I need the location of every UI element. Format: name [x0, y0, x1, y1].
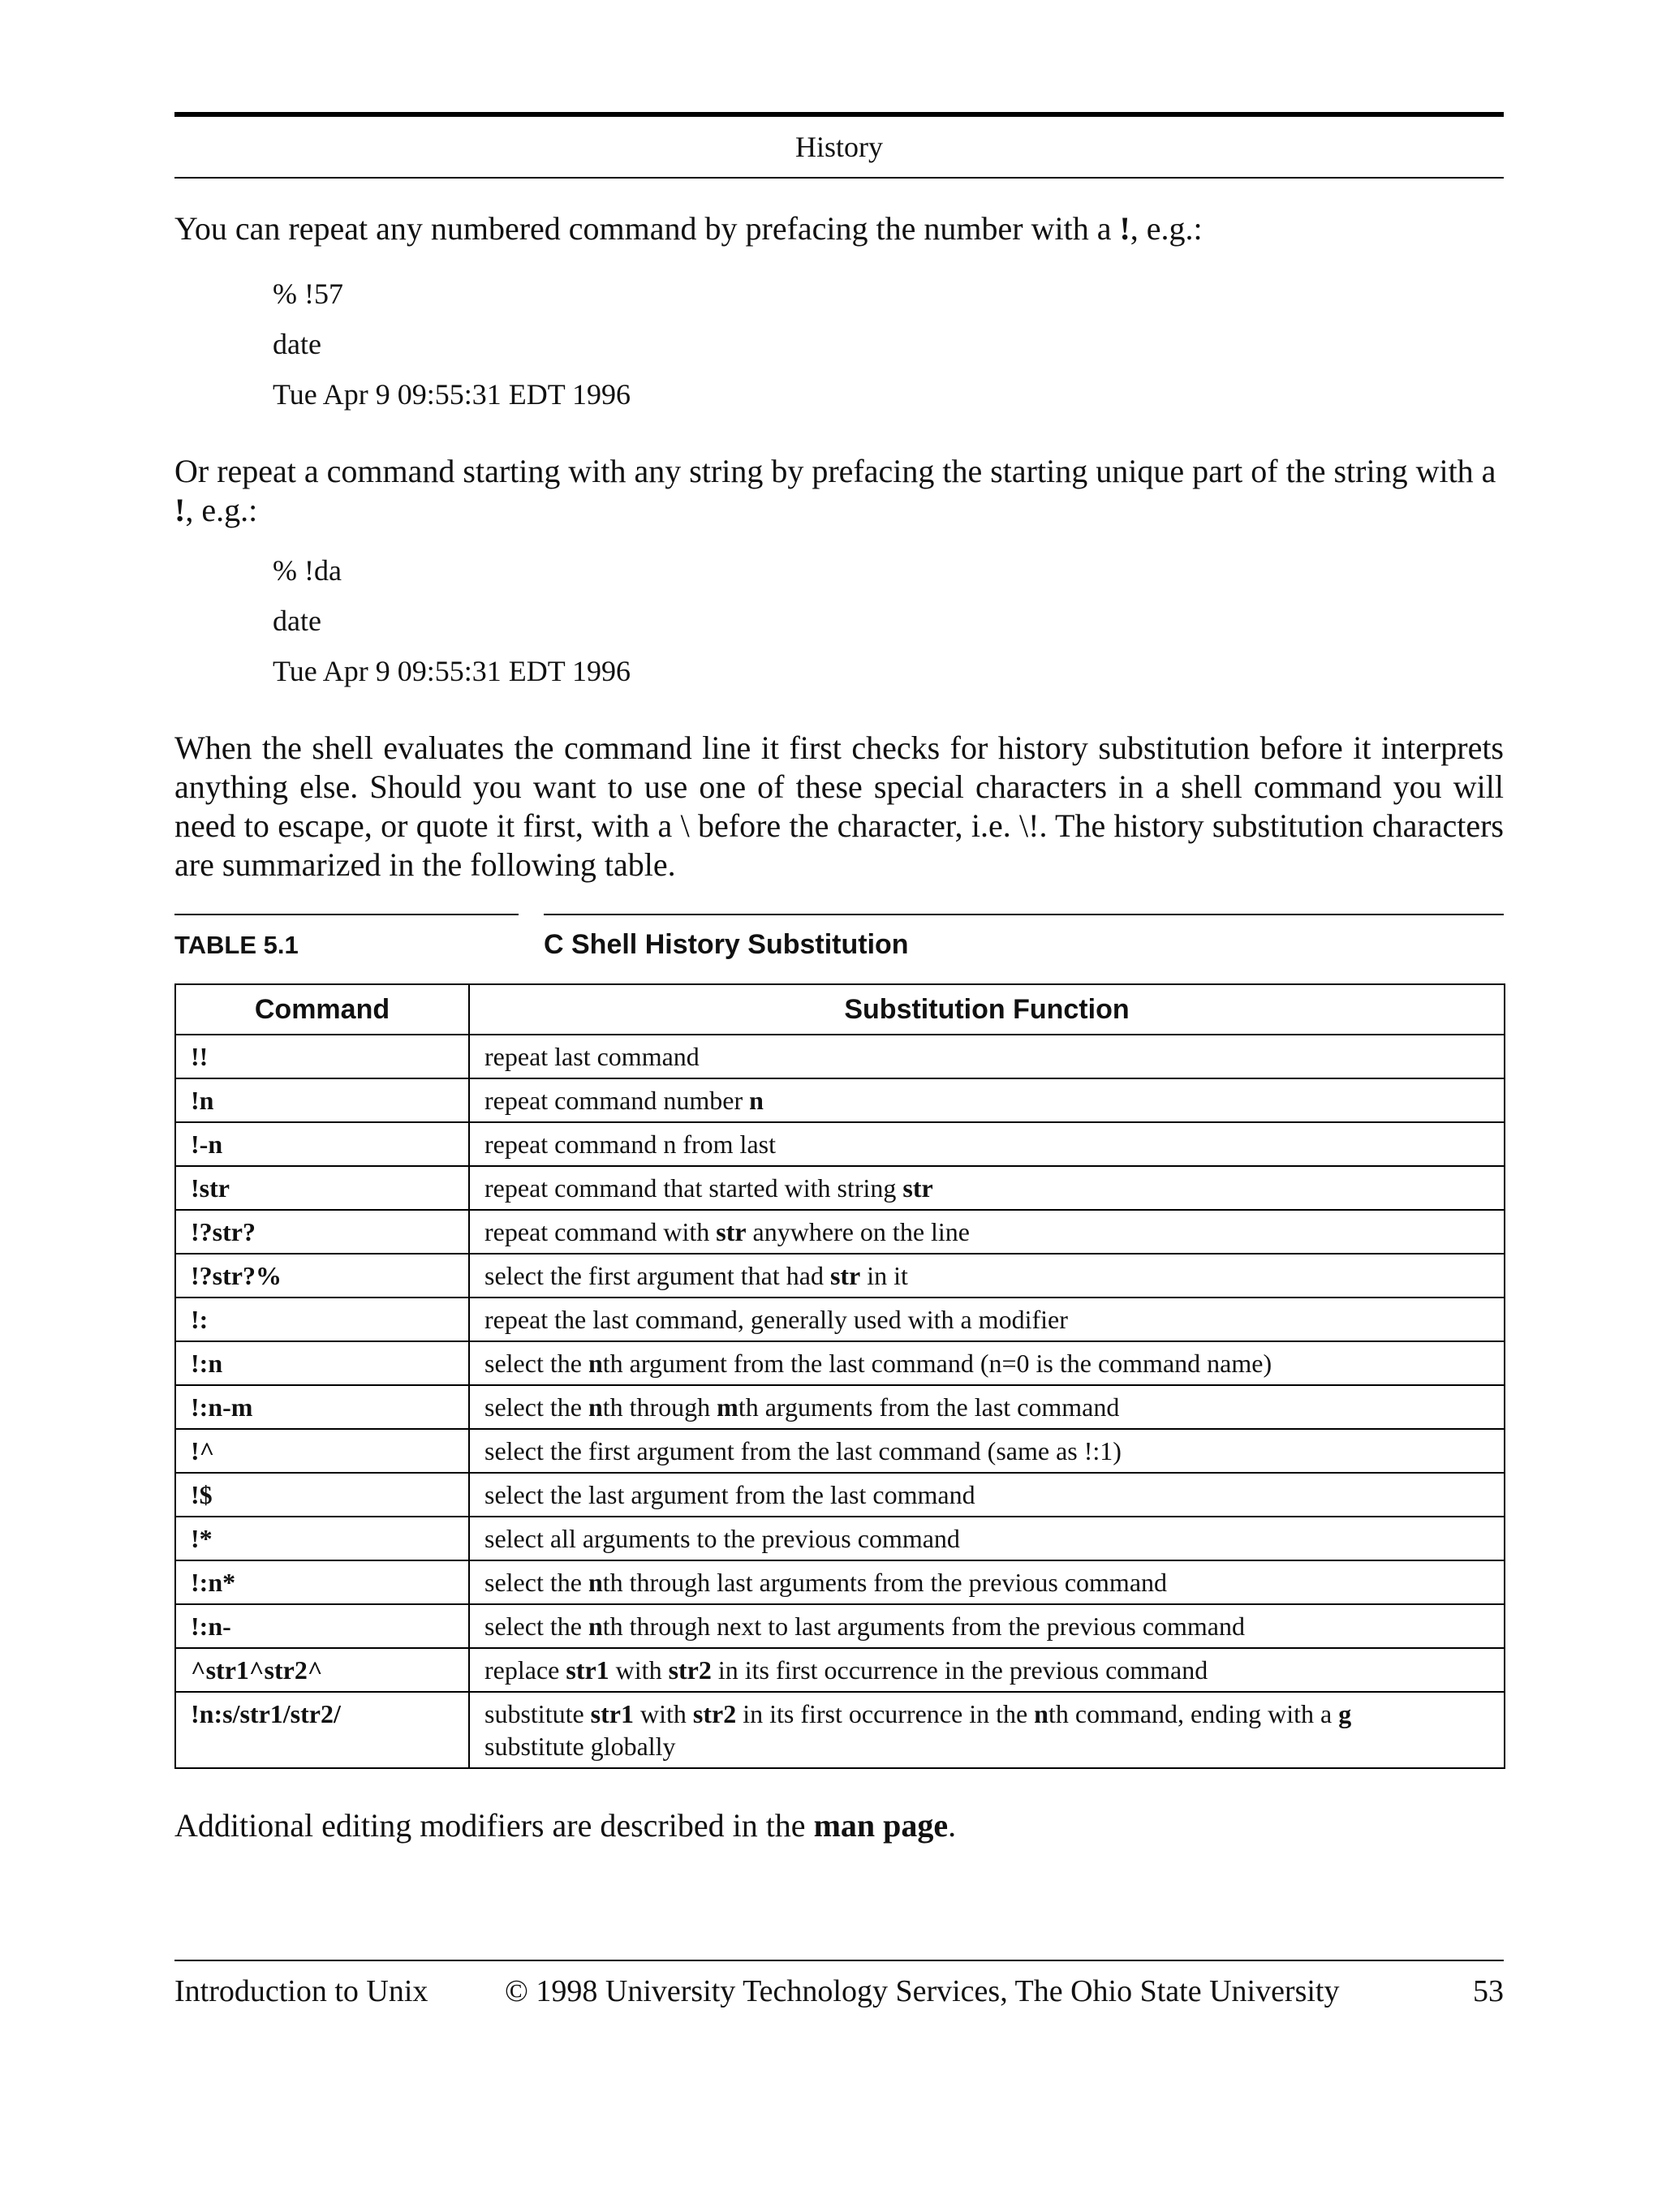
paragraph-text: , e.g.: — [1130, 210, 1203, 247]
function-text: select the — [484, 1392, 588, 1422]
man-page-reference: man page — [813, 1807, 949, 1844]
table-row — [175, 1078, 1505, 1122]
table-label: TABLE 5.1 — [174, 931, 299, 959]
function-cell — [469, 1254, 1505, 1298]
table-row — [175, 1517, 1505, 1560]
function-cell — [469, 1517, 1505, 1560]
function-text: substitute globally — [484, 1732, 676, 1761]
table-row — [175, 1692, 1505, 1768]
function-text: select all arguments to the previous command — [484, 1524, 960, 1553]
bang-symbol: ! — [174, 492, 186, 528]
function-text: select the — [484, 1349, 588, 1378]
function-text: replace — [484, 1655, 566, 1685]
function-cell — [469, 1122, 1505, 1166]
function-cell — [469, 1560, 1505, 1604]
command-cell: !n:s/str1/str2/ — [175, 1692, 469, 1768]
paragraph-text: Additional editing modifiers are described in the — [174, 1807, 814, 1844]
command-cell: !?str? — [175, 1210, 469, 1254]
function-cell — [469, 1341, 1505, 1385]
function-text: in its first occurrence in the previous command — [711, 1655, 1208, 1685]
command-cell: !^ — [175, 1429, 469, 1473]
function-text: repeat command n from last — [484, 1130, 776, 1159]
example-line: Tue Apr 9 09:55:31 EDT 1996 — [273, 655, 631, 687]
footer-rule — [174, 1960, 1504, 1961]
history-substitution-table — [174, 983, 1505, 1769]
table-row — [175, 1298, 1505, 1341]
function-cell — [469, 1210, 1505, 1254]
function-keyword: g — [1338, 1699, 1352, 1728]
command-cell: ^str1^str2^ — [175, 1648, 469, 1692]
function-keyword: m — [717, 1392, 738, 1422]
function-text: th arguments from the last command — [738, 1392, 1120, 1422]
example-line: % !57 — [273, 278, 343, 310]
command-cell: !:n — [175, 1341, 469, 1385]
example-line: date — [273, 328, 321, 360]
command-cell: !-n — [175, 1122, 469, 1166]
function-cell — [469, 1429, 1505, 1473]
table-row — [175, 1254, 1505, 1298]
table-row — [175, 1210, 1505, 1254]
function-text: repeat command number — [484, 1086, 750, 1115]
function-keyword: str1 — [566, 1655, 609, 1685]
table-row — [175, 1648, 1505, 1692]
table-row — [175, 1035, 1505, 1078]
function-cell — [469, 1604, 1505, 1648]
header-rule-thin — [174, 177, 1504, 179]
table-row — [175, 1429, 1505, 1473]
function-text: select the last argument from the last command — [484, 1480, 975, 1509]
function-keyword: str1 — [590, 1699, 634, 1728]
function-text: in its first occurrence in the — [736, 1699, 1035, 1728]
command-cell: !:n- — [175, 1604, 469, 1648]
function-text: th argument from the last command (n=0 is the command name) — [602, 1349, 1272, 1378]
function-text: anywhere on the line — [746, 1217, 970, 1246]
command-cell: !* — [175, 1517, 469, 1560]
function-text: repeat command that started with string — [484, 1173, 903, 1203]
running-header-title: History — [795, 131, 883, 163]
paragraph-text: Or repeat a command starting with any string by prefacing the starting unique part of the string with a — [174, 453, 1496, 489]
function-keyword: n — [749, 1086, 764, 1115]
function-keyword: n — [588, 1568, 603, 1597]
function-text: th through — [602, 1392, 717, 1422]
function-text: th command, ending with a — [1048, 1699, 1339, 1728]
example-line: % !da — [273, 554, 342, 587]
function-text: repeat the last command, generally used with a modifier — [484, 1305, 1068, 1334]
function-cell — [469, 1473, 1505, 1517]
function-text: select the first argument from the last command (same as !:1) — [484, 1436, 1122, 1465]
table-body — [175, 1035, 1505, 1768]
function-keyword: n — [1034, 1699, 1048, 1728]
command-cell: !n — [175, 1078, 469, 1122]
function-keyword: str — [716, 1217, 747, 1246]
command-cell: !?str?% — [175, 1254, 469, 1298]
column-header-function: Substitution Function — [469, 984, 1505, 1035]
paragraph-shell-evaluation: When the shell evaluates the command line it first checks for history substitution before it interprets anything else. Should you want to use one of these special characters in a shell command you will need to escape, or quote it first, with a \ before the character, i.e. \!. The history substitution characters are summarized in the following table. — [174, 729, 1504, 883]
function-cell — [469, 1692, 1505, 1768]
command-cell: !str — [175, 1166, 469, 1210]
function-keyword: str2 — [692, 1699, 737, 1728]
table-row — [175, 1122, 1505, 1166]
function-text: select the — [484, 1568, 588, 1597]
bang-symbol: ! — [1119, 210, 1130, 247]
function-keyword: n — [588, 1612, 603, 1641]
table-row — [175, 1560, 1505, 1604]
function-text: select the first argument that had — [484, 1261, 830, 1290]
paragraph-text: . — [948, 1807, 957, 1844]
function-cell — [469, 1078, 1505, 1122]
header-rule-thick — [174, 112, 1504, 117]
function-cell — [469, 1385, 1505, 1429]
function-text: th through last arguments from the previous command — [602, 1568, 1168, 1597]
table-row — [175, 1341, 1505, 1385]
paragraph-text: You can repeat any numbered command by prefacing the number with a — [174, 210, 1120, 247]
function-text: with — [609, 1655, 669, 1685]
table-row — [175, 1604, 1505, 1648]
paragraph-repeat-string — [174, 452, 1504, 530]
paragraph-text: , e.g.: — [185, 492, 258, 528]
function-cell — [469, 1166, 1505, 1210]
function-keyword: n — [588, 1392, 603, 1422]
paragraph-repeat-numbered — [174, 209, 1504, 248]
function-keyword: str — [829, 1261, 861, 1290]
function-cell — [469, 1035, 1505, 1078]
command-cell: !: — [175, 1298, 469, 1341]
function-text: substitute — [484, 1699, 591, 1728]
column-header-command: Command — [175, 984, 469, 1035]
table-row — [175, 1385, 1505, 1429]
command-cell: !:n-m — [175, 1385, 469, 1429]
function-text: in it — [860, 1261, 908, 1290]
function-keyword: str2 — [668, 1655, 712, 1685]
example-line: Tue Apr 9 09:55:31 EDT 1996 — [273, 378, 631, 411]
function-text: th through next to last arguments from the previous command — [602, 1612, 1245, 1641]
function-text: repeat command with — [484, 1217, 717, 1246]
page-number: 53 — [1473, 1974, 1504, 2008]
function-cell — [469, 1298, 1505, 1341]
table-row — [175, 1473, 1505, 1517]
footer-doc-title: Introduction to Unix — [174, 1974, 428, 2008]
function-cell — [469, 1648, 1505, 1692]
paragraph-closing — [174, 1806, 1504, 1845]
function-text: select the — [484, 1612, 588, 1641]
command-cell: !$ — [175, 1473, 469, 1517]
table-title: C Shell History Substitution — [544, 929, 909, 960]
example-line: date — [273, 605, 321, 637]
table-row — [175, 1166, 1505, 1210]
table-header-row — [175, 984, 1505, 1035]
function-text: repeat last command — [484, 1042, 700, 1071]
function-text: with — [633, 1699, 693, 1728]
footer-copyright: © 1998 University Technology Services, The Ohio State University — [505, 1974, 1340, 2008]
table-caption-rule — [174, 914, 519, 915]
function-keyword: str — [902, 1173, 933, 1203]
function-keyword: n — [588, 1349, 603, 1378]
table-caption-rule — [544, 914, 1504, 915]
command-cell: !:n* — [175, 1560, 469, 1604]
command-cell: !! — [175, 1035, 469, 1078]
